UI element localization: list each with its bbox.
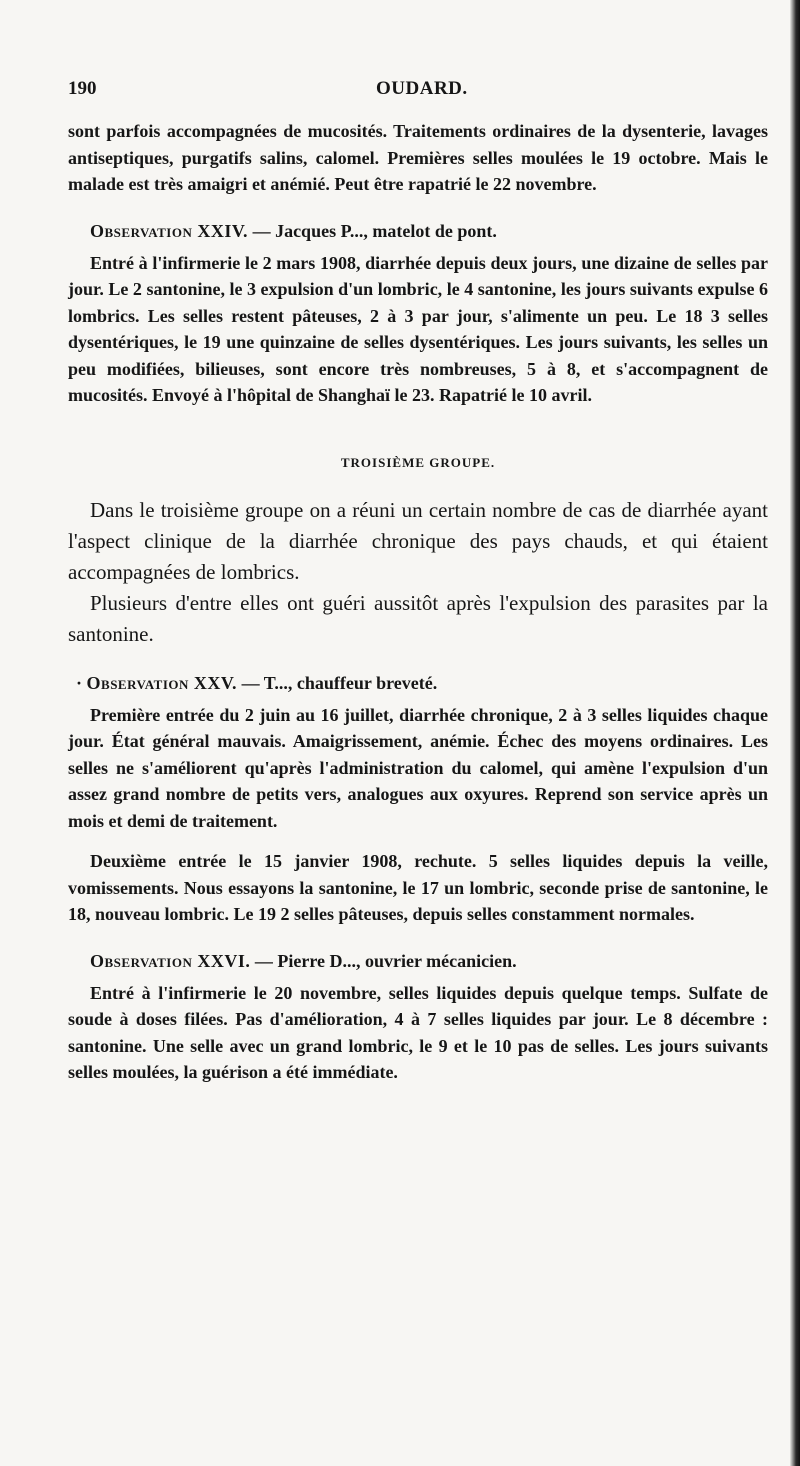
section-paragraph-1: Dans le troisième groupe on a réuni un certain nombre de cas de diarrhée ayant l'aspect clinique de la diarrhée chronique des pays chauds, et qui étaient accompagnées de lombrics. <box>68 497 768 584</box>
page-header <box>68 78 768 118</box>
observation-25-subject: — T..., chauffeur breveté. <box>237 672 438 693</box>
observation-24-label: Observation XXIV. <box>90 220 249 241</box>
observation-24-body: Entré à l'infirmerie le 2 mars 1908, diarrhée depuis deux jours, une dizaine de selles par jour. Le 2 santonine, le 3 expulsion d'un lombric, le 4 santonine, les jours suivants expulse 6 lombrics. Les selles restent pâteuses, 2 à 3 par jour, s'alimente un peu. Le 18 3 selles dysentériques, le 19 une quinzaine de selles dysentériques. Les jours suivants, les selles un peu modifiées, bilieuses, sont encore très nombreuses, 5 à 8, et s'accompagnent de mucosités. Envoyé à l'hôpital de Shanghaï le 23. Rapatrié le 10 avril. <box>68 252 768 405</box>
scan-page-edge <box>790 0 800 1466</box>
observation-25-body-1: Première entrée du 2 juin au 16 juillet, diarrhée chronique, 2 à 3 selles liquides chaque jour. État général mauvais. Amaigrissement, anémie. Échec des moyens ordinaires. Les selles ne s'améliorent qu'après l'administration du calomel, qui amène l'expulsion d'un assez grand nombre de petits vers, analogues aux oxyures. Reprend son service après un mois et demi de traitement. <box>68 704 768 831</box>
observation-25-prefix: · <box>76 672 87 693</box>
observation-26-body: Entré à l'infirmerie le 20 novembre, selles liquides depuis quelque temps. Sulfate de soude à doses filées. Pas d'amélioration, 4 à 7 selles liquides par jour. Le 8 décembre : santonine. Une selle avec un grand lombric, le 9 et le 10 pas de selles. Les jours suivants selles moulées, la guérison a été immédiate. <box>68 982 768 1082</box>
running-head: OUDARD. <box>376 78 468 99</box>
observation-25-title <box>68 670 768 696</box>
page-number: 190 <box>68 78 97 99</box>
observation-26-title <box>68 948 768 974</box>
observation-24-title <box>68 218 768 244</box>
section-paragraph-2: Plusieurs d'entre elles ont guéri aussitôt après l'expulsion des parasites par la santonine. <box>68 590 768 646</box>
section-heading: TROISIÈME GROUPE. <box>340 454 496 470</box>
observation-25-label: Observation XXV. <box>86 672 238 693</box>
observation-26-label: Observation XXVI. <box>90 950 251 971</box>
observation-24-subject: — Jacques P..., matelot de pont. <box>248 220 497 241</box>
observation-26-subject: — Pierre D..., ouvrier mécanicien. <box>250 950 517 971</box>
book-page <box>68 0 768 1086</box>
observation-25-body-2: Deuxième entrée le 15 janvier 1908, rechute. 5 selles liquides depuis la veille, vomissements. Nous essayons la santonine, le 17 un lombric, seconde prise de santonine, le 18, nouveau lombric. Le 19 2 selles pâteuses, depuis selles constamment normales. <box>68 851 768 924</box>
continuation-paragraph: sont parfois accompagnées de mucosités. Traitements ordinaires de la dysenterie, lavages antiseptiques, purgatifs salins, calomel. Premières selles moulées le 19 octobre. Mais le malade est très amaigri et anémié. Peut être rapatrié le 22 novembre. <box>68 121 768 194</box>
